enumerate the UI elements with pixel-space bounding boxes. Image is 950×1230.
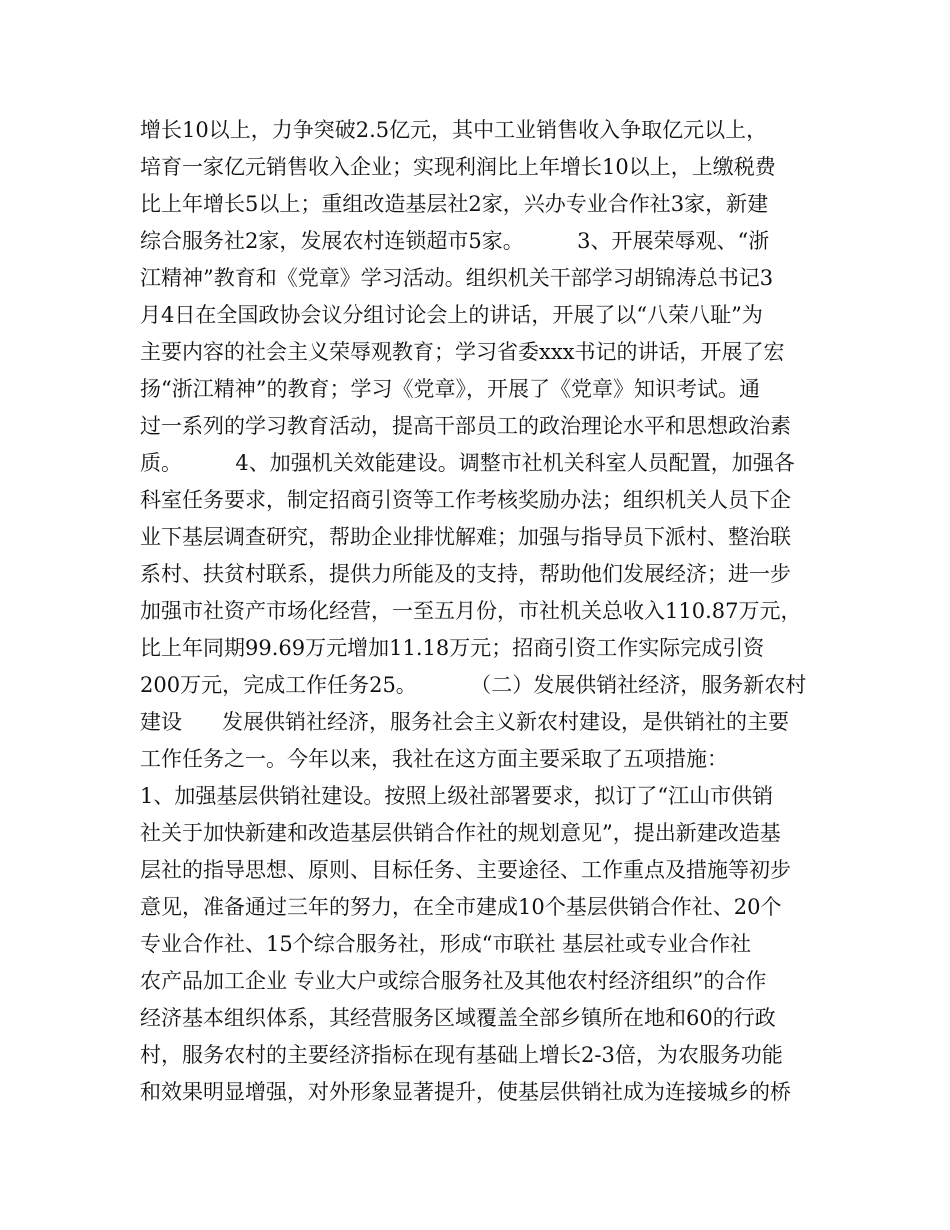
text-line: 主要内容的社会主义荣辱观教育；学习省委xxx书记的讲话，开展了宏 [140,340,785,364]
text-line: 比上年同期99.69万元增加11.18万元；招商引资工作实际完成引资 [140,636,765,660]
text-line: 建设 发展供销社经济，服务社会主义新农村建设，是供销社的主要 [140,710,790,734]
text-line: 经济基本组织体系，其经营服务区域覆盖全部乡镇所在地和60的行政 [140,1006,776,1030]
text-line: 和效果明显增强，对外形象显著提升，使基层供销社成为连接城乡的桥 [140,1080,791,1104]
text-line: 1、加强基层供销社建设。按照上级社部署要求，拟订了“江山市供销 [140,784,774,808]
body-text [140,112,820,1111]
text-line: 江精神”教育和《党章》学习活动。组织机关干部学习胡锦涛总书记3 [140,266,774,290]
text-line: 层社的指导思想、原则、目标任务、主要途径、工作重点及措施等初步 [140,858,791,882]
text-line: 村，服务农村的主要经济指标在现有基础上增长2-3倍，为农服务功能 [140,1043,783,1067]
text-line: 社关于加快新建和改造基层供销合作社的规划意见”，提出新建改造基 [140,821,781,845]
text-line: 200万元，完成工作任务25。 （二）发展供销社经济，服务新农村 [140,673,807,697]
text-line: 农产品加工企业 专业大户或综合服务社及其他农村经济组织”的合作 [140,969,767,993]
text-line: 比上年增长5以上；重组改造基层社2家，兴办专业合作社3家，新建 [140,192,769,216]
text-line: 扬“浙江精神”的教育；学习《党章》，开展了《党章》知识考试。通 [140,377,760,401]
text-line: 系村、扶贫村联系，提供力所能及的支持，帮助他们发展经济；进一步 [140,562,791,586]
text-line: 加强市社资产市场化经营，一至五月份，市社机关总收入110.87万元， [140,599,802,623]
text-line: 培育一家亿元销售收入企业；实现利润比上年增长10以上，上缴税费 [140,155,776,179]
text-line: 质。 4、加强机关效能建设。调整市社机关科室人员配置，加强各 [140,451,795,475]
text-line: 工作任务之一。今年以来，我社在这方面主要采取了五项措施： [140,747,728,771]
text-line: 增长10以上，力争突破2.5亿元，其中工业销售收入争取亿元以上， [140,118,768,142]
text-line: 科室任务要求，制定招商引资等工作考核奖励办法；组织机关人员下企 [140,488,791,512]
text-line: 专业合作社、15个综合服务社，形成“市联社 基层社或专业合作社 [140,932,752,956]
text-line: 综合服务社2家，发展农村连锁超市5家。 3、开展荣辱观、“浙 [140,229,770,253]
text-line: 意见，准备通过三年的努力，在全市建成10个基层供销合作社、20个 [140,895,782,919]
text-line: 月4日在全国政协会议分组讨论会上的讲话，开展了以“八荣八耻”为 [140,303,763,327]
text-line: 过一系列的学习教育活动，提高干部员工的政治理论水平和思想政治素 [140,414,791,438]
text-line: 业下基层调查研究，帮助企业排忧解难；加强与指导员下派村、整治联 [140,525,791,549]
